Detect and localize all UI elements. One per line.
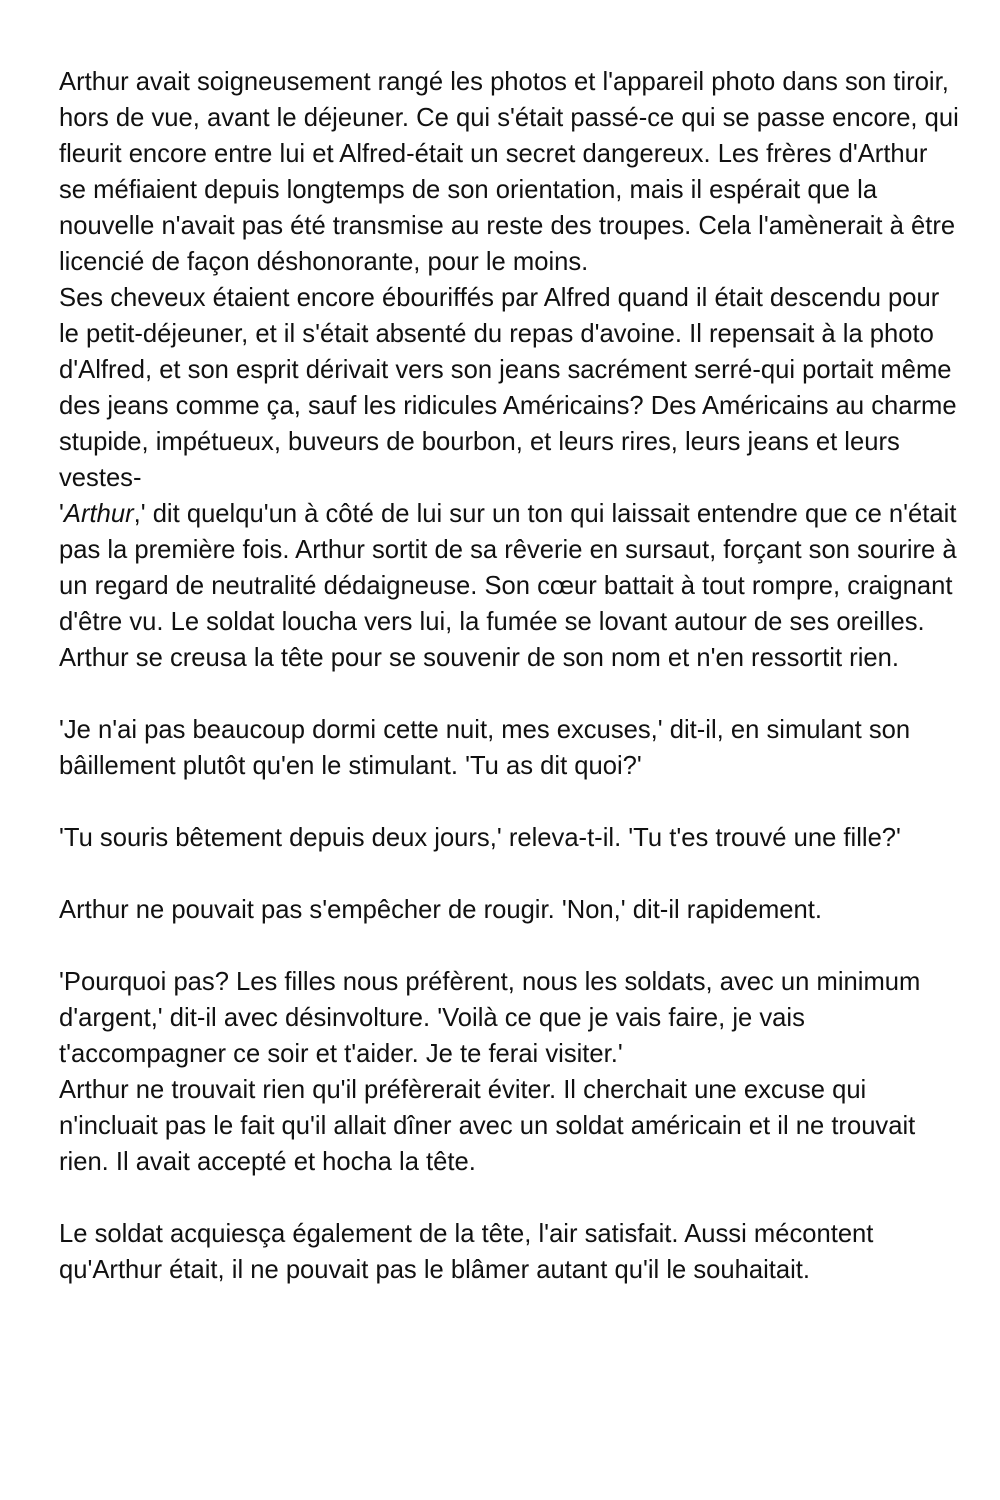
open-quote: ' [59, 500, 64, 528]
paragraph-2: Ses cheveux étaient encore ébouriffés par Alfred quand il était descendu pour le petit-déjeuner, et il s'était absenté du repas d'avoine. Il repensait à la photo d'Alfred, et son esprit dérivait vers son jeans sacrément serré-qui portait même des jeans comme ça, sauf les ridicules Américains? Des Américains au charme stupide, impétueux, buveurs de bourbon, et leurs rires, leurs jeans et leurs vestes- [59, 284, 957, 492]
paragraph-4: 'Je n'ai pas beaucoup dormi cette nuit, mes excuses,' dit-il, en simulant son bâillement plutôt qu'en le stimulant. 'Tu as dit quoi?' [59, 716, 911, 780]
paragraph-gap [59, 928, 959, 964]
paragraph-gap [59, 856, 959, 892]
paragraph-3 [59, 496, 959, 676]
paragraph-gap [59, 676, 959, 712]
paragraph-1: Arthur avait soigneusement rangé les photos et l'appareil photo dans son tiroir, hors de vue, avant le déjeuner. Ce qui s'était passé-ce qui se passe encore, qui fleurit encore entre lui et Alfred-était un secret dangereux. Les frères d'Arthur se méfiaient depuis longtemps de son orientation, mais il espérait que la nouvelle n'avait pas été transmise au reste des troupes. Cela l'amènerait à être licencié de façon déshonorante, pour le moins. [59, 68, 959, 276]
paragraph-gap [59, 784, 959, 820]
paragraph-gap [59, 1180, 959, 1216]
paragraph-8: Arthur ne trouvait rien qu'il préfèrerait éviter. Il cherchait une excuse qui n'incluait pas le fait qu'il allait dîner avec un soldat américain et il ne trouvait rien. Il avait accepté et hocha la tête. [59, 1076, 916, 1176]
paragraph-9: Le soldat acquiesça également de la tête, l'air satisfait. Aussi mécontent qu'Arthur était, il ne pouvait pas le blâmer autant qu'il le souhaitait. [59, 1220, 874, 1284]
paragraph-3-rest: ,' dit quelqu'un à côté de lui sur un ton qui laissait entendre que ce n'était pas la première fois. Arthur sortit de sa rêverie en sursaut, forçant son sourire à un regard de neutralité dédaigneuse. Son cœur battait à tout rompre, craignant d'être vu. Le soldat loucha vers lui, la fumée se lovant autour de ses oreilles. Arthur se creusa la tête pour se souvenir de son nom et n'en ressortit rien. [59, 500, 957, 672]
paragraph-7: 'Pourquoi pas? Les filles nous préfèrent, nous les soldats, avec un minimum d'argent,' dit-il avec désinvolture. 'Voilà ce que je vais faire, je vais t'accompagner ce soir et t'aider. Je te ferai visiter.' [59, 968, 921, 1068]
paragraph-6: Arthur ne pouvait pas s'empêcher de rougir. 'Non,' dit-il rapidement. [59, 896, 822, 924]
italic-name: Arthur [63, 500, 134, 528]
document-body [59, 64, 959, 1288]
paragraph-5: 'Tu souris bêtement depuis deux jours,' releva-t-il. 'Tu t'es trouvé une fille?' [59, 824, 901, 852]
